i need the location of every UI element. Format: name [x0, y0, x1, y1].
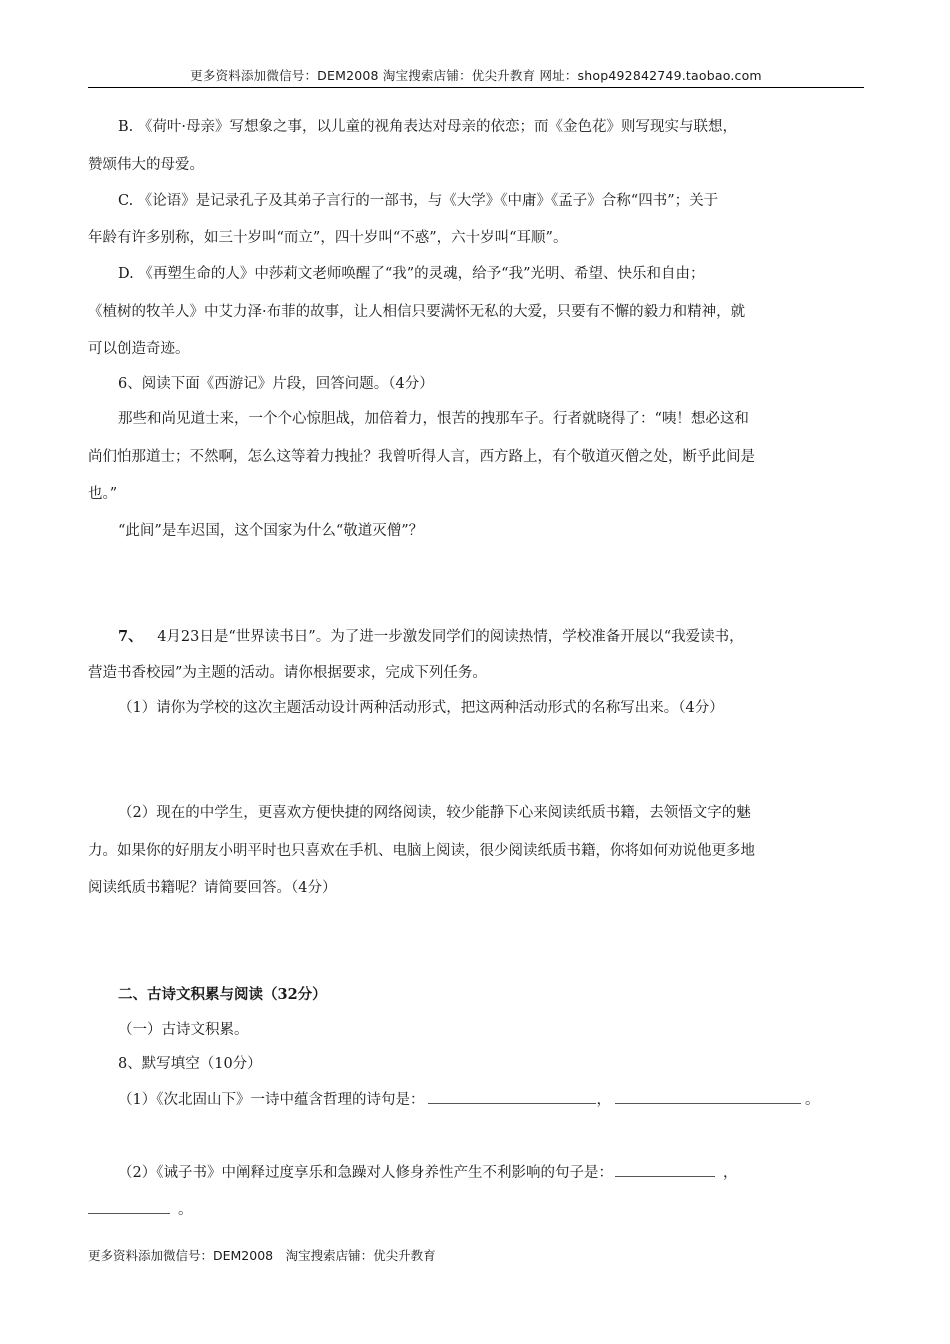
option-c-line2: 年龄有许多别称，如三十岁叫“而立”，四十岁叫“不惑”，六十岁叫“耳顺”。 [88, 230, 568, 246]
q7-intro-text: 4月23日是“世界读书日”。为了进一步激发同学们的阅读热情，学校准备开展以“我爱读书， [157, 629, 744, 645]
q7-sub1: （1）请你为学校的这次主题活动设计两种活动形式，把这两种活动形式的名称写出来。（4分） [118, 700, 724, 716]
section2-title: 二、古诗文积累与阅读（32分） [118, 986, 327, 1003]
q8-1-line [118, 1090, 819, 1110]
q8-2-line [118, 1163, 737, 1183]
q8-2-blank-1[interactable] [615, 1163, 715, 1177]
q8-1-blank-1[interactable] [428, 1090, 596, 1104]
q6-passage-line1: 那些和尚见道士来，一个个心惊胆战，加倍着力，恨苦的拽那车子。行者就晓得了：“咦！想必这和 [118, 411, 749, 427]
q8-2-end: 。 [178, 1202, 193, 1218]
q6-passage-line2: 尚们怕那道士；不然啊，怎么这等着力拽扯？我曾听得人言，西方路上，有个敬道灭僧之处，断乎此间是 [88, 449, 755, 465]
page-footer: 更多资料添加微信号：DEM2008 淘宝搜索店铺：优尖升教育 [88, 1248, 436, 1263]
section2-sub1: （一）古诗文积累。 [118, 1022, 249, 1038]
option-c-line1: C. 《论语》是记录孔子及其弟子言行的一部书，与《大学》《中庸》《孟子》合称“四书”；关于 [118, 193, 719, 209]
q8-title: 8、默写填空（10分） [118, 1056, 262, 1072]
page-header: 更多资料添加微信号：DEM2008 淘宝搜索店铺：优尖升教育 网址：shop492842749.taobao.com [190, 68, 762, 83]
q8-1-end: 。 [804, 1092, 820, 1108]
q7-line1 [118, 627, 744, 647]
q8-2-prompt: （2）《诫子书》中阐释过度享乐和急躁对人修身养性产生不利影响的句子是： [118, 1165, 613, 1181]
q7-sub2-line3: 阅读纸质书籍呢？请简要回答。（4分） [88, 880, 337, 896]
header-divider [88, 87, 864, 88]
option-d-line2: 《植树的牧羊人》中艾力泽·布菲的故事，让人相信只要满怀无私的大爱，只要有不懈的毅力和精神，就 [88, 304, 746, 320]
q7-number: 7、 [118, 628, 143, 645]
q6-passage-line3: 也。” [88, 486, 118, 502]
q7-line2: 营造书香校园”为主题的活动。请你根据要求，完成下列任务。 [88, 665, 487, 681]
q8-1-blank-2[interactable] [615, 1090, 801, 1104]
q6-title: 6、阅读下面《西游记》片段，回答问题。（4分） [118, 376, 434, 392]
q6-question: “此间”是车迟国，这个国家为什么“敬道灭僧”？ [118, 523, 424, 539]
q8-1-prompt: （1）《次北固山下》一诗中蕴含哲理的诗句是： [118, 1092, 425, 1108]
option-d-line3: 可以创造奇迹。 [88, 341, 190, 357]
q7-sub2-line2: 力。如果你的好朋友小明平时也只喜欢在手机、电脑上阅读，很少阅读纸质书籍，你将如何劝说他更多地 [88, 843, 755, 859]
option-d-line1: D. 《再塑生命的人》中莎莉文老师唤醒了“我”的灵魂，给予“我”光明、希望、快乐和自由； [118, 266, 705, 282]
q8-1-separator: ， [596, 1092, 611, 1108]
q8-2-line2 [88, 1200, 193, 1220]
option-b-line1: B. 《荷叶·母亲》写想象之事，以儿童的视角表达对母亲的依恋；而《金色花》则写现实与联想， [118, 119, 737, 135]
q8-2-separator: ， [722, 1165, 738, 1181]
q8-2-blank-2[interactable] [88, 1200, 170, 1214]
q7-sub2-line1: （2）现在的中学生，更喜欢方便快捷的网络阅读，较少能静下心来阅读纸质书籍，去领悟文字的魅 [118, 805, 751, 821]
option-b-line2: 赞颂伟大的母爱。 [88, 157, 204, 173]
